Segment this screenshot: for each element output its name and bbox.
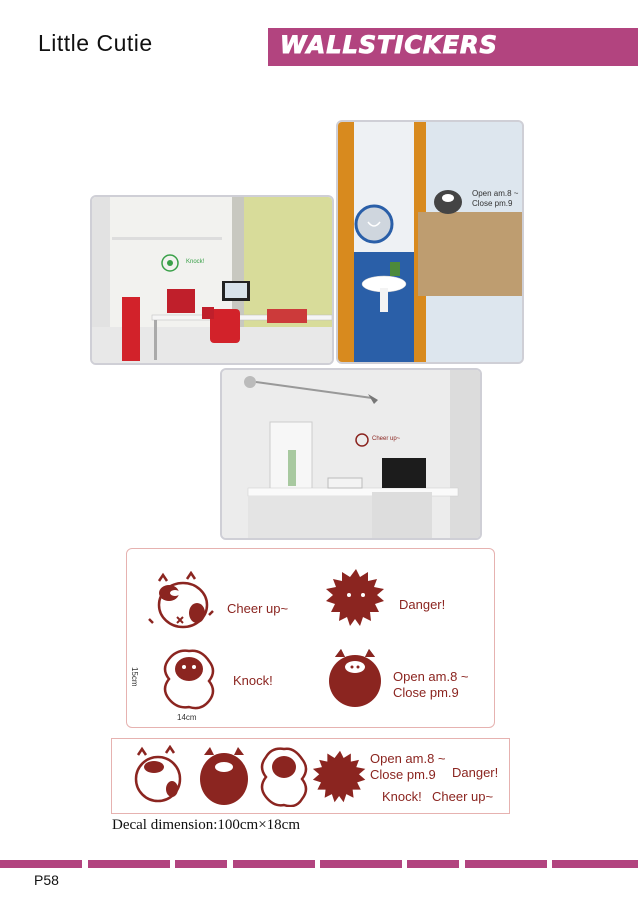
strip-cow-icon [126, 745, 188, 807]
strip-danger-label: Danger! [452, 765, 499, 780]
footer-segment [552, 860, 638, 868]
office-decal-label: Knock! [186, 259, 205, 265]
page-number: P58 [34, 872, 59, 888]
decal-design-panel [126, 548, 495, 728]
design-open-label: Open am.8 ~ [393, 669, 469, 684]
product-title: Little Cutie [38, 30, 153, 56]
brand-logo-text: WALLSTICKERS [280, 31, 498, 59]
cow-sticker-icon [147, 571, 217, 635]
office-photo [90, 195, 334, 365]
decal-dimension-text: Decal dimension:100cm×18cm [112, 817, 300, 833]
strip-sheep-icon [256, 745, 310, 807]
height-dimension-label: 15cm [130, 667, 139, 687]
pig-sticker-icon [327, 647, 383, 709]
strip-knock-label: Knock! [382, 789, 422, 804]
footer-segment [0, 860, 82, 868]
design-danger-label: Danger! [399, 597, 446, 612]
footer-segment [407, 860, 459, 868]
brand-banner [268, 28, 638, 66]
door-decal-open: Open am.8 ~ [472, 189, 519, 198]
strip-hours-label [370, 751, 446, 783]
design-knock-label: Knock! [233, 673, 273, 688]
footer-bar [0, 860, 638, 868]
footer-segment [320, 860, 402, 868]
footer-segment [175, 860, 227, 868]
door-decal-label [472, 189, 518, 209]
desk-photo [220, 368, 482, 540]
width-dimension-label: 14cm [177, 713, 197, 722]
desk-decal-label: Cheer up~ [372, 436, 401, 442]
strip-close-label: Close pm.9 [370, 767, 436, 782]
strip-hedgehog-icon [312, 747, 368, 807]
design-cheer-label: Cheer up~ [227, 601, 289, 616]
hedgehog-sticker-icon [325, 567, 387, 629]
footer-segment [88, 860, 170, 868]
door-decal-close: Close pm.9 [472, 199, 513, 208]
strip-pig-icon [198, 745, 250, 807]
decal-strip-panel [111, 738, 510, 814]
sheep-sticker-icon [159, 645, 219, 711]
strip-cheer-label: Cheer up~ [432, 789, 494, 804]
design-hours-label [393, 669, 469, 701]
bathroom-door-photo [336, 120, 524, 364]
strip-open-label: Open am.8 ~ [370, 751, 446, 766]
footer-segment [233, 860, 315, 868]
footer-segment [465, 860, 547, 868]
design-close-label: Close pm.9 [393, 685, 459, 700]
